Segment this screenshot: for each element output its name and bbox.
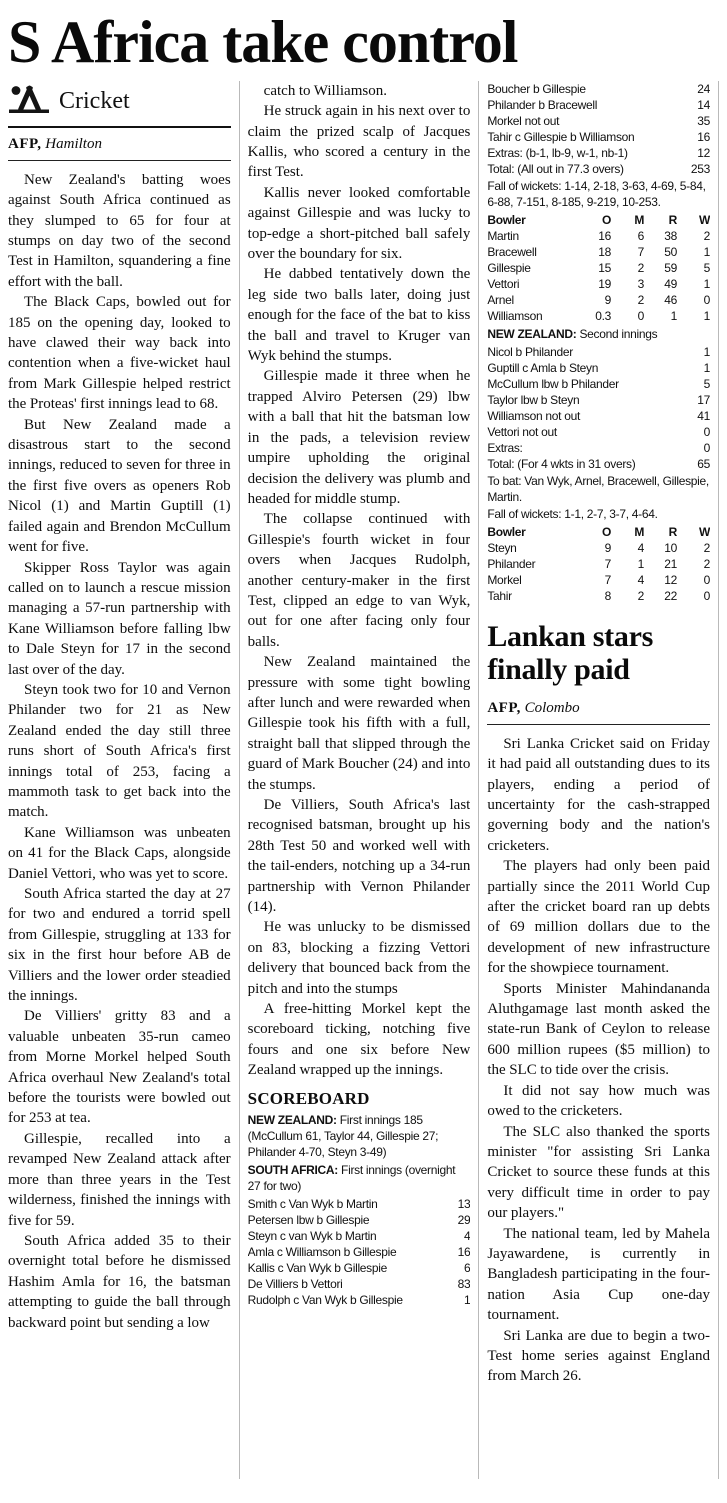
runs-scored: 17 xyxy=(697,392,711,407)
paragraph: The collapse continued with Gillespie's fourth wicket in four overs when Jacques Rudolph, another century-maker in the first Test, clipped an edge to van Wyk, out for one after facing only four balls. xyxy=(247,511,471,650)
maidens: 4 xyxy=(637,540,645,555)
page-edge-rule xyxy=(718,81,719,1479)
batsman-dismissal: Steyn c van Wyk b Martin xyxy=(247,1228,377,1243)
batting-row xyxy=(487,97,710,113)
sa-fall-of-wickets: Fall of wickets: 1-14, 2-18, 3-63, 4-69, 5-84, 6-88, 7-151, 8-185, 9-219, 10-253. xyxy=(487,178,706,209)
batting-row xyxy=(487,344,710,360)
nz-fall-of-wickets: Fall of wickets: 1-1, 2-7, 3-7, 4-64. xyxy=(487,506,658,521)
wickets: 1 xyxy=(703,308,711,323)
runs-scored: 83 xyxy=(457,1276,471,1291)
paragraph: South Africa added 35 to their overnight total before he dismissed Hashim Amla for 16, the batsman attempting to guide the ball through backward point but sending a low xyxy=(8,1232,231,1331)
paragraph: De Villiers' gritty 83 and a valuable unbeaten 35-run cameo from Morne Morkel helped South Africa overhaul New Zealand's total before the tourists were bowled out for 253 at tea. xyxy=(8,1008,231,1127)
paragraph: The Black Caps, bowled out for 185 on the opening day, looked to have clawed their way back into contention when a five-wicket haul from Mark Gillespie helped restrict the Proteas' first innings lead to 68. xyxy=(8,294,231,413)
maidens: 0 xyxy=(637,308,645,323)
bowling-table-header xyxy=(487,212,710,228)
runs-scored: 16 xyxy=(697,129,711,144)
paragraph: De Villiers, South Africa's last recognised batsman, brought up his 28th Test 50 and worked well with the tail-enders, notching up a 34-run partnership with Vernon Philander (14). xyxy=(247,797,471,916)
batting-row xyxy=(248,1292,471,1308)
runs: 22 xyxy=(664,588,678,603)
batsman-dismissal: Vettori not out xyxy=(487,424,557,439)
paragraph: New Zealand's batting woes against South Africa continued as they slumped to 65 for four at stumps on day two of the second Test in Hamilton, squandering a fine effort with the ball. xyxy=(8,171,231,290)
sa-batting-list-continued xyxy=(487,81,710,177)
paragraph: The players had only been paid partially since the 2011 World Cup after the cricket board ran up debts of 69 million dollars due to the development of new infrastructure for the showpiece tournament. xyxy=(487,858,711,977)
batsman-dismissal: Petersen lbw b Gillespie xyxy=(247,1212,370,1227)
bowling-row xyxy=(487,228,710,244)
wickets: 1 xyxy=(703,244,711,259)
cricket-icon xyxy=(8,84,50,119)
bowler-name: Gillespie xyxy=(487,260,531,275)
bowling-row xyxy=(487,540,710,556)
bowler-name: Arnel xyxy=(487,292,514,307)
batsman-dismissal: De Villiers b Vettori xyxy=(247,1276,343,1291)
main-headline: S Africa take control xyxy=(8,9,518,75)
nz-bowling-table xyxy=(487,212,710,324)
runs: 1 xyxy=(670,308,678,323)
runs-scored: 13 xyxy=(457,1196,471,1211)
bowling-row xyxy=(487,260,710,276)
paragraph: New Zealand maintained the pressure with some tight bowling after lunch and were rewarded when Gillespie took his fifth with a full, straight ball that slipped through the guard of Mark Boucher (24) and into the stumps. xyxy=(247,654,471,793)
nz-bowling-rows xyxy=(487,228,710,324)
batsman-dismissal: Rudolph c Van Wyk b Gillespie xyxy=(247,1292,403,1307)
wickets: 0 xyxy=(703,588,711,603)
overs: 15 xyxy=(598,260,612,275)
batsman-dismissal: Boucher b Gillespie xyxy=(487,81,586,96)
paragraph: He was unlucky to be dismissed on 83, blocking a fizzing Vettori delivery that bounced back from the pitch and into the stumps xyxy=(247,919,471,997)
article-columns xyxy=(8,81,719,1479)
maidens: 2 xyxy=(637,292,645,307)
batting-row xyxy=(487,81,710,97)
bowler-name: Tahir xyxy=(487,588,512,603)
maidens: 7 xyxy=(637,244,645,259)
runs-scored: 24 xyxy=(697,81,711,96)
wickets: 5 xyxy=(703,260,711,275)
header-overs: O xyxy=(601,212,612,227)
batting-row xyxy=(487,408,710,424)
maidens: 2 xyxy=(637,260,645,275)
runs-scored: 29 xyxy=(457,1212,471,1227)
byline-agency: AFP, xyxy=(487,699,521,716)
runs: 21 xyxy=(664,556,678,571)
maidens: 4 xyxy=(637,572,645,587)
byline-location: Colombo xyxy=(524,699,580,716)
bowler-name: Martin xyxy=(487,228,519,243)
innings-summary-text: First innings (overnight 27 for two) xyxy=(247,1162,456,1193)
overs: 18 xyxy=(598,244,612,259)
paragraph: Sri Lanka Cricket said on Friday it had paid all outstanding dues to its players, ending a period of uncertainty for the cash-strapped governing body and the nation's cricketers. xyxy=(487,735,711,854)
runs-scored: 1 xyxy=(463,1292,471,1307)
batsman-dismissal: Total: (For 4 wkts in 31 overs) xyxy=(487,456,636,471)
batting-row xyxy=(248,1260,471,1276)
header-bowler: Bowler xyxy=(487,212,526,227)
runs-scored: 1 xyxy=(703,360,711,375)
header-maidens: M xyxy=(634,524,645,539)
section-kicker xyxy=(8,81,231,128)
innings-summary-text: Second innings xyxy=(579,326,658,341)
runs-scored: 16 xyxy=(457,1244,471,1259)
runs-scored: 1 xyxy=(703,344,711,359)
column-2 xyxy=(248,81,471,1479)
sa-bowling-table xyxy=(487,524,710,604)
runs-scored: 0 xyxy=(703,440,711,455)
batting-row xyxy=(487,145,710,161)
runs-scored: 35 xyxy=(697,113,711,128)
overs: 7 xyxy=(604,556,612,571)
runs-scored: 0 xyxy=(703,424,711,439)
batting-row xyxy=(487,376,710,392)
paragraph: Skipper Ross Taylor was again called on to launch a rescue mission managing a 57-run partnership with Kane Williamson before falling lbw to Dale Steyn for 17 in the second last over of the day. xyxy=(8,559,231,678)
byline-colombo xyxy=(487,692,710,725)
wickets: 1 xyxy=(703,276,711,291)
wickets: 2 xyxy=(703,556,711,571)
paragraph: South Africa started the day at 27 for two and endured a torrid spell from Gillespie, struggling at 133 for six in the first hour before AB de Villiers and the lower order steadied the innings. xyxy=(8,886,231,1005)
secondary-headline: Lankan stars finally paid xyxy=(487,619,653,686)
secondary-article-text xyxy=(487,734,710,1387)
batting-row xyxy=(487,440,710,456)
paragraph: Kane Williamson was unbeaten on 41 for the Black Caps, alongside Daniel Vettori, who was yet to score. xyxy=(8,824,231,882)
batting-row xyxy=(487,360,710,376)
column-divider xyxy=(239,81,240,1479)
batsman-dismissal: Guptill c Amla b Steyn xyxy=(487,360,599,375)
runs: 38 xyxy=(664,228,678,243)
bowler-name: Vettori xyxy=(487,276,520,291)
bowling-row xyxy=(487,588,710,604)
bowler-name: Williamson xyxy=(487,308,543,323)
maidens: 2 xyxy=(637,588,645,603)
team-label: NEW ZEALAND: xyxy=(487,326,577,341)
batsman-dismissal: Smith c Van Wyk b Martin xyxy=(247,1196,378,1211)
sa-batting-list xyxy=(248,1196,471,1308)
runs-scored: 5 xyxy=(703,376,711,391)
batting-row xyxy=(248,1228,471,1244)
byline-hamilton xyxy=(8,128,231,161)
batting-row xyxy=(248,1276,471,1292)
paragraph: Gillespie, recalled into a revamped New Zealand attack after more than three years in the Test wilderness, finished the innings with five for 59. xyxy=(8,1130,231,1229)
overs: 7 xyxy=(604,572,612,587)
wickets: 0 xyxy=(703,572,711,587)
paragraph: Sri Lanka are due to begin a two-Test home series against England from March 26. xyxy=(487,1327,711,1385)
runs: 46 xyxy=(664,292,678,307)
column-divider xyxy=(478,81,479,1479)
runs-scored: 6 xyxy=(463,1260,471,1275)
overs: 16 xyxy=(598,228,612,243)
bowling-row xyxy=(487,308,710,324)
wickets: 0 xyxy=(703,292,711,307)
lead-article-column-1-text xyxy=(8,170,231,1333)
batsman-dismissal: Kallis c Van Wyk b Gillespie xyxy=(247,1260,387,1275)
paragraph: catch to Williamson. xyxy=(263,82,387,99)
runs: 49 xyxy=(664,276,678,291)
paragraph: It did not say how much was owed to the cricketers. xyxy=(487,1082,711,1120)
bowling-table-header xyxy=(487,524,710,540)
batsman-dismissal: Morkel not out xyxy=(487,113,560,128)
nz-first-innings-summary xyxy=(248,1112,471,1160)
batsman-dismissal: Nicol b Philander xyxy=(487,344,573,359)
maidens: 1 xyxy=(637,556,645,571)
runs: 12 xyxy=(664,572,678,587)
team-label: NEW ZEALAND: xyxy=(247,1112,337,1127)
bowler-name: Morkel xyxy=(487,572,522,587)
wickets: 2 xyxy=(703,540,711,555)
lead-article-column-2-text xyxy=(248,81,471,1081)
bowling-row xyxy=(487,292,710,308)
batting-row xyxy=(487,161,710,177)
bowler-name: Steyn xyxy=(487,540,517,555)
header-bowler: Bowler xyxy=(487,524,526,539)
nz-second-innings-header xyxy=(487,326,710,342)
runs: 50 xyxy=(664,244,678,259)
overs: 19 xyxy=(598,276,612,291)
batsman-dismissal: Extras: (b-1, lb-9, w-1, nb-1) xyxy=(487,145,628,160)
batting-row xyxy=(248,1244,471,1260)
runs-scored: 14 xyxy=(697,97,711,112)
batsman-dismissal: Taylor lbw b Steyn xyxy=(487,392,580,407)
batsman-dismissal: Tahir c Gillespie b Williamson xyxy=(487,129,635,144)
paragraph: But New Zealand made a disastrous start to the second innings, reduced to seven for three in the first five overs as openers Rob Nicol (1) and Martin Guptill (1) failed again and Brendon McCullum went for five. xyxy=(8,416,231,556)
runs: 59 xyxy=(664,260,678,275)
paragraph: He struck again in his next over to claim the prized scalp of Jacques Kallis, who scored a century in the first Test. xyxy=(247,103,471,181)
nz-batting-list xyxy=(487,344,710,472)
batting-row xyxy=(487,129,710,145)
overs: 0.3 xyxy=(595,308,612,323)
runs-scored: 4 xyxy=(463,1228,471,1243)
batting-row xyxy=(248,1196,471,1212)
sa-bowling-rows xyxy=(487,540,710,604)
batting-row xyxy=(487,113,710,129)
wickets: 2 xyxy=(703,228,711,243)
runs-scored: 253 xyxy=(690,161,711,176)
batsman-dismissal: Amla c Williamson b Gillespie xyxy=(247,1244,397,1259)
nz-to-bat: To bat: Van Wyk, Arnel, Bracewell, Gillespie, Martin. xyxy=(487,473,709,504)
batting-row xyxy=(487,456,710,472)
scoreboard-title: SCOREBOARD xyxy=(247,1088,370,1108)
batsman-dismissal: McCullum lbw b Philander xyxy=(487,376,619,391)
paragraph: Gillespie made it three when he trapped Alviro Petersen (29) lbw with a ball that hit the batsman low in the pads, a television review umpire upholding the original decision the delivery was plumb and headed for middle stump. xyxy=(247,368,471,507)
overs: 8 xyxy=(604,588,612,603)
runs-scored: 41 xyxy=(697,408,711,423)
runs-scored: 65 xyxy=(697,456,711,471)
batsman-dismissal: Williamson not out xyxy=(487,408,580,423)
section-label: Cricket xyxy=(59,87,130,114)
overs: 9 xyxy=(604,540,612,555)
team-label: SOUTH AFRICA: xyxy=(247,1162,338,1177)
batsman-dismissal: Total: (All out in 77.3 overs) xyxy=(487,161,624,176)
maidens: 3 xyxy=(637,276,645,291)
bowler-name: Bracewell xyxy=(487,244,537,259)
batsman-dismissal: Philander b Bracewell xyxy=(487,97,598,112)
byline-agency: AFP, xyxy=(8,135,42,152)
paragraph: The SLC also thanked the sports minister "for assisting Sri Lanka Cricket to source these funds at this very difficult time in order to pay our players." xyxy=(487,1123,711,1222)
sa-first-innings-header xyxy=(248,1162,471,1194)
paragraph: A free-hitting Morkel kept the scoreboard ticking, notching five fours and one six before New Zealand wrapped up the innings. xyxy=(247,1001,471,1079)
paragraph: Steyn took two for 10 and Vernon Philander two for 21 as New Zealand ended the day still three runs short of South Africa's first innings total of 253, facing a mammoth task to get back into the match. xyxy=(8,681,231,821)
column-1 xyxy=(8,81,231,1479)
maidens: 6 xyxy=(637,228,645,243)
scoreboard-part-2 xyxy=(487,81,710,604)
bowling-row xyxy=(487,572,710,588)
paragraph: Sports Minister Mahindananda Aluthgamage last month asked the state-run Bank of Ceylon to release 600 million rupees ($5 million) to the SLC to tide over the crisis. xyxy=(487,980,711,1079)
batsman-dismissal: Extras: xyxy=(487,440,523,455)
batting-row xyxy=(487,392,710,408)
bowling-row xyxy=(487,276,710,292)
batting-row xyxy=(248,1212,471,1228)
header-runs: R xyxy=(668,524,678,539)
bowling-row xyxy=(487,556,710,572)
bowler-name: Philander xyxy=(487,556,536,571)
byline-location: Hamilton xyxy=(45,135,102,152)
innings-summary-text: First innings 185 (McCullum 61, Taylor 44, Gillespie 27; Philander 4-70, Steyn 3-49) xyxy=(247,1112,439,1159)
bowling-row xyxy=(487,244,710,260)
paragraph: The national team, led by Mahela Jayawardene, is currently in Bangladesh participating in the four-nation Asia Cup one-day tournament. xyxy=(487,1225,711,1324)
overs: 9 xyxy=(604,292,612,307)
paragraph: Kallis never looked comfortable against Gillespie and was lucky to top-edge a short-pitched ball safely over the boundary for six. xyxy=(247,184,471,263)
batting-row xyxy=(487,424,710,440)
runs: 10 xyxy=(664,540,678,555)
header-wickets: W xyxy=(698,524,711,539)
scoreboard-part-1 xyxy=(248,1112,471,1308)
header-overs: O xyxy=(601,524,612,539)
runs-scored: 12 xyxy=(697,145,711,160)
header-maidens: M xyxy=(634,212,645,227)
paragraph: He dabbed tentatively down the leg side two balls later, doing just enough for the face of the bat to kiss the ball and travel to Kruger van Wyk behind the stumps. xyxy=(247,266,471,365)
column-3 xyxy=(487,81,710,1479)
header-runs: R xyxy=(668,212,678,227)
header-wickets: W xyxy=(698,212,711,227)
